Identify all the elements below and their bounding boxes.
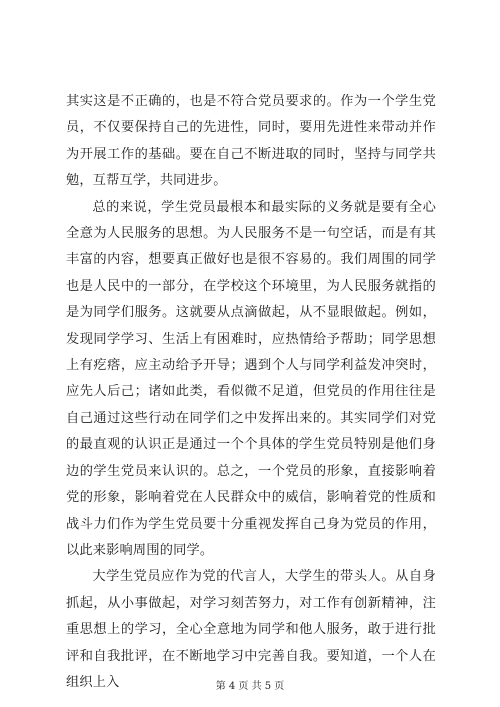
paragraph-1: 其实这是不正确的，也是不符合党员要求的。作为一个学生党员，不仅要保持自己的先进性，同时，要用先进性来带动并作为开展工作的基础。要在自己不断进取的同时，坚持与同学共勉，互帮互学，共同进步。 xyxy=(66,94,436,189)
paragraph-2: 总的来说，学生党员最根本和最实际的义务就是要有全心全意为人民服务的思想。为人民服务不是一句空话，而是有其丰富的内容，想要真正做好也是很不容易的。我们周围的同学也是人民中的一部分，在学校这个环境里，为人民服务就指的是为同学们服务。这就要从点滴做起，从不显眼做起。例如，发现同学学习、生活上有困难时，应热情给予帮助；同学思想上有疙瘩，应主动给予开导；遇到个人与同学利益发冲突时，应先人后己；诸如此类，看似微不足道，但党员的作用往往是自己通过这些行动在同学们之中发挥出来的。其实同学们对党的最直观的认识正是通过一个个具体的学生党员特别是他们身边的学生党员来认识的。总之，一个党员的形象，直接影响着党的形象，影响着党在人民群众中的威信，影响着党的性质和战斗力们作为学生党员要十分重视发挥自己身为党员的作用，以此来影响周围的同学。 xyxy=(66,199,436,558)
document-body xyxy=(66,89,436,696)
paragraph-3: 大学生党员应作为党的代言人，大学生的带头人。从自身抓起，从小事做起，对学习刻苦努力，对工作有创新精神，注重思想上的学习，全心全意地为同学和他人服务，敢于进行批评和自我批评，在不断地学习中完善自我。要知道，一个人在组织上入 xyxy=(66,569,436,690)
page-footer: 第 4 页 共 5 页 xyxy=(215,681,285,692)
